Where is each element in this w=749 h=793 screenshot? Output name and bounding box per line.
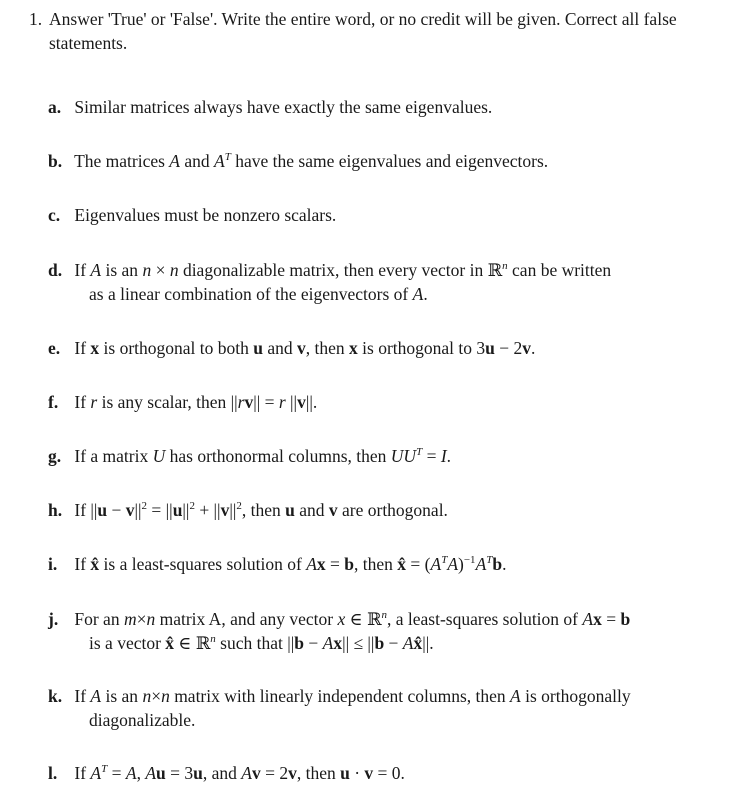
statement-k	[48, 684, 738, 732]
statement-text: If r is any scalar, then ||rv|| = r ||v||.	[74, 392, 318, 412]
statement-label: a.	[48, 97, 62, 117]
statement-label: i.	[48, 554, 58, 574]
statement-h	[48, 498, 738, 522]
statement-label: c.	[48, 205, 61, 225]
statement-e	[48, 336, 738, 360]
statement-text: If A is an n × n diagonalizable matrix, then every vector in ℝ$^n$ can be written	[74, 260, 612, 280]
instructions-text: Answer 'True' or 'False'. Write the entire word, or no credit will be given. Correct all false statements.	[49, 9, 677, 53]
problem-number: 1.	[29, 9, 43, 29]
statement-g	[48, 444, 738, 468]
statement-label: b.	[48, 151, 63, 171]
statement-text: Eigenvalues must be nonzero scalars.	[74, 205, 337, 225]
statement-label: k.	[48, 686, 63, 706]
statement-label: f.	[48, 392, 59, 412]
statement-label: j.	[48, 609, 59, 629]
statement-text: If $A^T = A$, Au = 3u, and Av = 2v, then u · v = 0.	[74, 763, 405, 783]
statement-label: h.	[48, 500, 63, 520]
statement-text: For an m×n matrix A, and any vector x ∈ ℝ$^n$, a least-squares solution of Ax = b	[74, 609, 631, 629]
statement-a	[48, 95, 738, 119]
statement-text-continued: is a vector x̂ ∈ ℝ$^n$ such that ||b − Ax|| ≤ ||b − Ax̂||.	[89, 633, 434, 653]
statement-text: The matrices A and $A^T$ have the same eigenvalues and eigenvectors.	[74, 151, 549, 171]
statement-label: g.	[48, 446, 62, 466]
statement-d	[48, 258, 738, 306]
statement-f	[48, 390, 738, 414]
statement-text-continued: as a linear combination of the eigenvectors of A.	[89, 284, 428, 304]
statement-l	[48, 761, 738, 785]
statement-label: d.	[48, 260, 63, 280]
statement-label: l.	[48, 763, 58, 783]
statement-text: If A is an n×n matrix with linearly independent columns, then A is orthogonally	[74, 686, 631, 706]
statement-text: Similar matrices always have exactly the same eigenvalues.	[74, 97, 493, 117]
statement-j	[48, 607, 738, 655]
statement-i	[48, 552, 738, 576]
statement-text: If $||u - v||^2 = ||u||^2 + ||v||^2$, then u and v are orthogonal.	[74, 500, 448, 520]
statement-text: If a matrix U has orthonormal columns, then $UU^T = I$.	[74, 446, 452, 466]
problem-instructions	[29, 7, 734, 55]
statement-text: If x is orthogonal to both u and v, then x is orthogonal to 3u − 2v.	[74, 338, 536, 358]
statement-text-continued: diagonalizable.	[89, 710, 196, 730]
statement-label: e.	[48, 338, 61, 358]
statement-text: If x̂ is a least-squares solution of Ax = b, then x̂ = $(A^TA)^{-1}A^Tb$.	[74, 554, 507, 574]
statement-b	[48, 149, 738, 173]
statement-c	[48, 203, 738, 227]
